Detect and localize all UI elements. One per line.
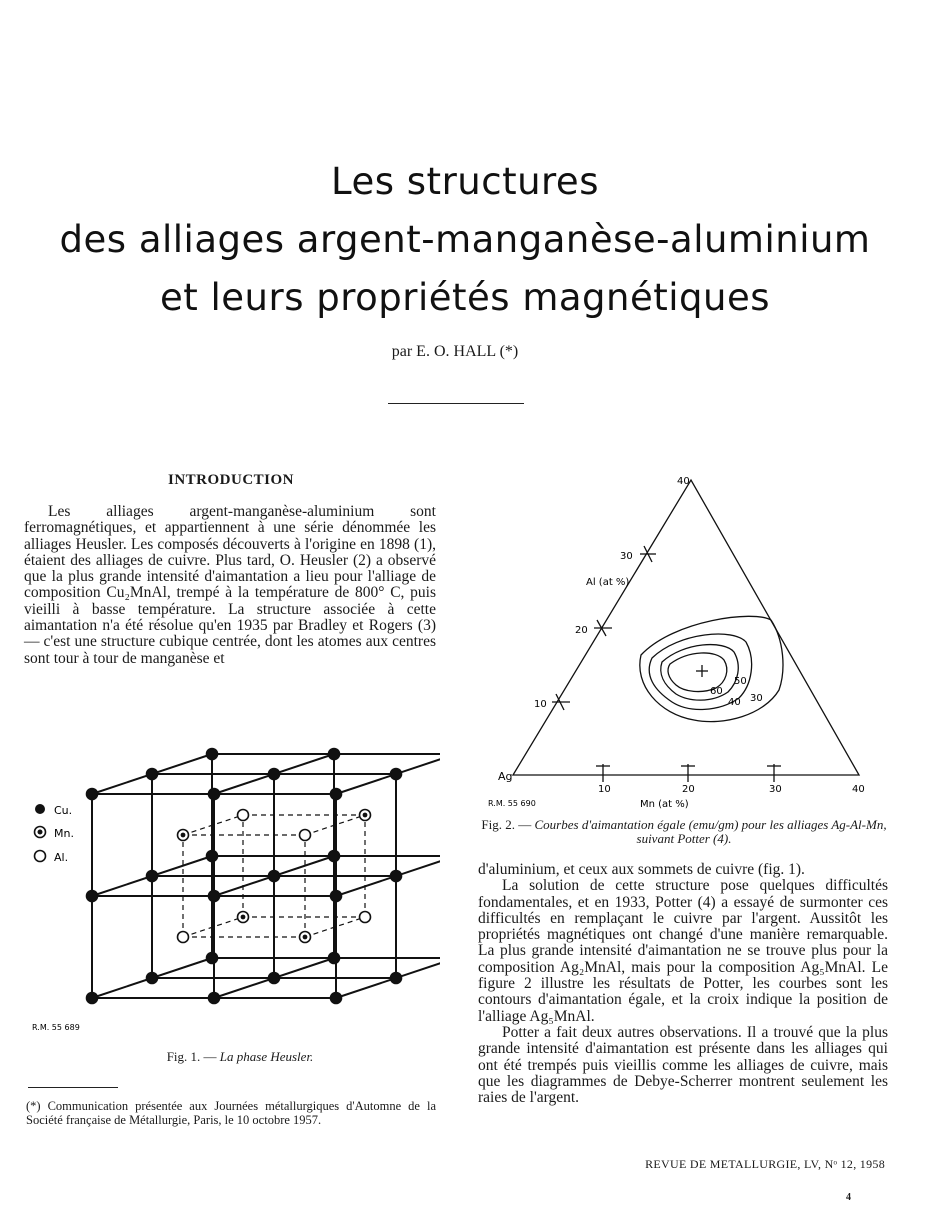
footnote-rule [28, 1087, 118, 1088]
contour-label-60: 60 [710, 686, 723, 697]
figure-1-caption-number: Fig. 1. — [166, 1049, 217, 1064]
figure-2-ternary [484, 470, 894, 815]
cu-atom [209, 789, 220, 800]
introduction-text [24, 504, 436, 667]
page-mark: 4 [846, 1192, 851, 1203]
figure-1-caption [90, 1049, 390, 1065]
cu-atom [207, 851, 218, 862]
al-tick-30: 30 [620, 551, 633, 562]
cu-atom [329, 749, 340, 760]
cu-atom [147, 871, 158, 882]
cu-atom [209, 993, 220, 1004]
introduction-paragraph: Les alliages argent-manganèse-aluminium sont ferromagnétiques, et appartiennent à une série dénommée les alliages Heusler. Les composés découverts à l'origine en 1898 (1), étaient des alliages de cuivre. Plus tard, O. Heusler (2) a observé que la plus grande intensité d'aimantation a lieu pour l'alliage de composition Cu₂MnAl, trempé à la température de 800° C, puis vieilli à basse température. La structure associée à cette aimantation n'a été résolue qu'en 1935 par Bradley et Rogers (3) — c'est une structure cubique centrée, dont les atomes aux centres sont tour à tour de manganèse et [24, 503, 436, 667]
mn-atom-core [363, 813, 368, 818]
figure-2-caption-number: Fig. 2. — [481, 817, 532, 832]
cu-atom [331, 891, 342, 902]
contour-label-30: 30 [750, 693, 763, 704]
al-tick-40: 40 [677, 476, 690, 487]
cu-atom [329, 851, 340, 862]
cu-atom [391, 871, 402, 882]
title-divider [388, 403, 524, 404]
al-atom [360, 912, 371, 923]
figure-2-caption [478, 818, 890, 846]
cu-atom [269, 871, 280, 882]
cu-atom [207, 953, 218, 964]
cu-atom [329, 953, 340, 964]
right-paragraph-1: d'aluminium, et ceux aux sommets de cuivre (fig. 1). [478, 861, 805, 878]
cu-atom [331, 789, 342, 800]
figure-1-lattice [20, 722, 440, 1042]
cu-atom [391, 769, 402, 780]
axis-al-label: Al (at %) [586, 577, 630, 588]
cu-atom [209, 891, 220, 902]
byline: par E. O. HALL (*) [391, 343, 519, 360]
cu-atom [269, 769, 280, 780]
corner-ag-label: Ag [498, 770, 513, 783]
journal-reference: REVUE DE METALLURGIE, LV, Nᵒ 12, 1958 [645, 1157, 885, 1171]
mn-tick-10: 10 [598, 784, 611, 795]
mn-tick-40: 40 [852, 784, 865, 795]
cu-atom [331, 993, 342, 1004]
right-paragraph-3: Potter a fait deux autres observations. Il a trouvé que la plus grande intensité d'aimantation est présente dans les alliages qui ont été trempés puis vieillis comme les alliages de cuivre, mais que les diagrammes de Debye-Scherrer montrent seulement les raies de l'argent. [478, 1023, 888, 1107]
title-line-1: Les structures [331, 160, 599, 203]
cu-atom [207, 749, 218, 760]
mn-atom-core [303, 935, 308, 940]
right-paragraph-2: La solution de cette structure pose quelques difficultés fondamentales, et en 1933, Potter (4) a essayé de surmonter ces difficultés en remplaçant le cuivre par l'argent. Aussitôt les propriétés magnétiques ont changé d'une manière remarquable. La plus grande intensité d'aimantation ne se trouve plus pour la composition Ag₂MnAl, mais pour la composition Ag₅MnAl. Le figure 2 illustre les résultats de Potter, les courbes sont les contours d'aimantation égale, et la croix indique la position de l'alliage Ag₅MnAl. [478, 877, 888, 1025]
figure-2-ref: R.M. 55 690 [488, 799, 536, 808]
axis-mn-label: Mn (at %) [640, 799, 689, 810]
cu-atom [87, 789, 98, 800]
mn-atom-core [241, 915, 246, 920]
cu-atom [87, 891, 98, 902]
al-tick-20: 20 [575, 625, 588, 636]
legend-al-label: Al. [54, 851, 69, 864]
cu-atom [87, 993, 98, 1004]
legend-cu-label: Cu. [54, 804, 73, 817]
al-atom [300, 830, 311, 841]
contour-label-50: 50 [734, 676, 747, 687]
contour-label-40: 40 [728, 697, 741, 708]
cu-atom [391, 973, 402, 984]
cu-atom [269, 973, 280, 984]
title-line-3: et leurs propriétés magnétiques [159, 276, 771, 319]
legend-al-marker [35, 851, 46, 862]
al-atom [178, 932, 189, 943]
figure-1-caption-text: La phase Heusler. [219, 1049, 314, 1064]
mn-atom-core [181, 833, 186, 838]
introduction-heading: INTRODUCTION [167, 472, 294, 488]
al-atom [238, 810, 249, 821]
right-column-text [478, 862, 888, 1106]
figure-1-ref: R.M. 55 689 [32, 1023, 80, 1032]
mn-tick-20: 20 [682, 784, 695, 795]
figure-2-caption-text: Courbes d'aimantation égale (emu/gm) pour les alliages Ag-Al-Mn, suivant Potter (4). [534, 817, 887, 846]
legend-mn-label: Mn. [54, 827, 74, 840]
title-line-2: des alliages argent-manganèse-aluminium [59, 218, 871, 261]
cu-atom [147, 769, 158, 780]
footnote: (*) Communication présentée aux Journées métallurgiques d'Automne de la Société française de Métallurgie, Paris, le 10 octobre 1957. [26, 1099, 436, 1127]
legend-cu-marker [35, 804, 45, 814]
mn-tick-30: 30 [769, 784, 782, 795]
al-tick-10: 10 [534, 699, 547, 710]
cu-atom [147, 973, 158, 984]
